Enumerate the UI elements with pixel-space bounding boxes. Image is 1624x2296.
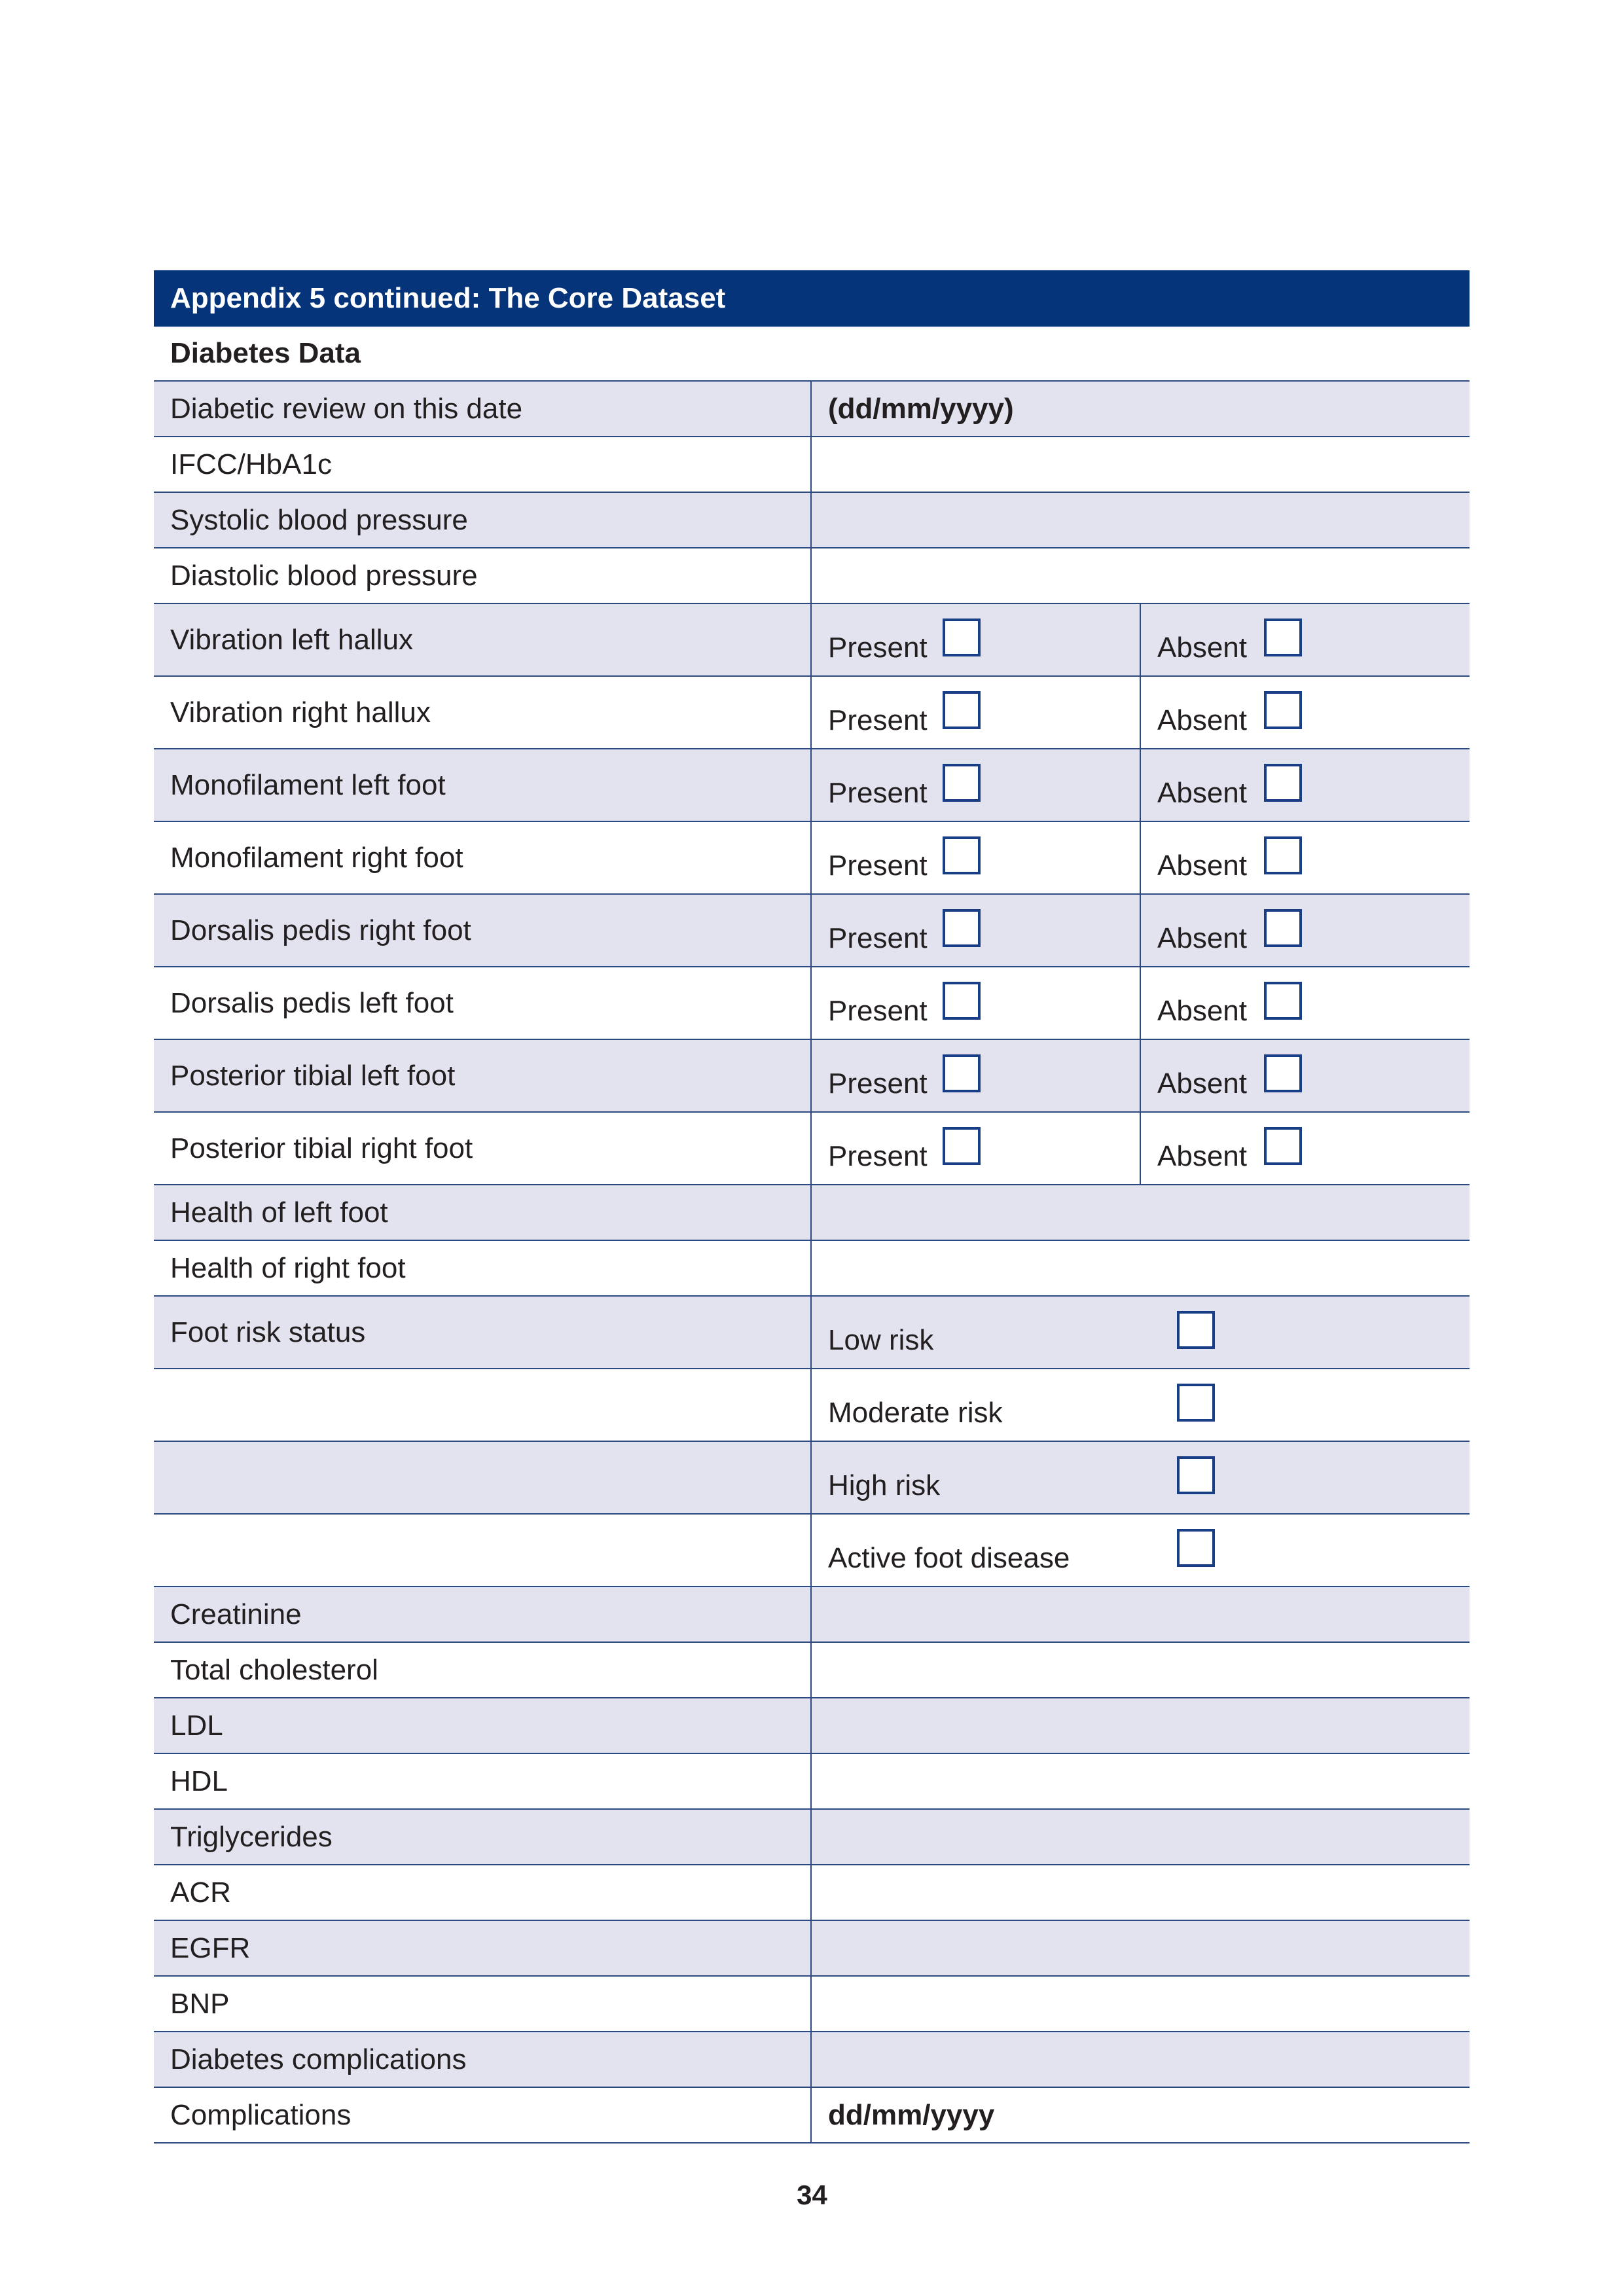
- row-vibration-right: [154, 677, 1470, 749]
- row-label: Creatinine: [154, 1587, 812, 1641]
- row-bnp: [154, 1977, 1470, 2032]
- row-total-cholesterol: [154, 1643, 1470, 1698]
- row-vibration-left: [154, 604, 1470, 677]
- empty-label-cell: [154, 1515, 812, 1586]
- moderate-risk-checkbox[interactable]: [1177, 1384, 1215, 1422]
- row-monofilament-right: [154, 822, 1470, 895]
- risk-option-label: High risk: [828, 1469, 941, 1501]
- total-cholesterol-field[interactable]: [812, 1643, 1470, 1697]
- present-checkbox[interactable]: [943, 619, 981, 656]
- present-checkbox[interactable]: [943, 1054, 981, 1092]
- row-label: Dorsalis pedis right foot: [154, 895, 812, 966]
- present-checkbox[interactable]: [943, 836, 981, 874]
- risk-option-label: Low risk: [828, 1324, 934, 1356]
- egfr-field[interactable]: [812, 1921, 1470, 1975]
- absent-label: Absent: [1157, 1140, 1247, 1172]
- row-label: LDL: [154, 1698, 812, 1753]
- row-label: Triglycerides: [154, 1810, 812, 1864]
- row-posterior-tibial-right: [154, 1113, 1470, 1185]
- core-dataset-form: [154, 270, 1470, 2144]
- bnp-field[interactable]: [812, 1977, 1470, 2031]
- row-acr: [154, 1865, 1470, 1921]
- row-foot-risk-low: [154, 1297, 1470, 1369]
- absent-checkbox[interactable]: [1264, 909, 1302, 947]
- row-posterior-tibial-left: [154, 1040, 1470, 1113]
- absent-label: Absent: [1157, 777, 1247, 809]
- absent-checkbox[interactable]: [1264, 691, 1302, 729]
- absent-checkbox[interactable]: [1264, 619, 1302, 656]
- present-label: Present: [828, 704, 928, 736]
- row-label: Posterior tibial right foot: [154, 1113, 812, 1184]
- row-hdl: [154, 1754, 1470, 1810]
- row-label: EGFR: [154, 1921, 812, 1975]
- row-label: Systolic blood pressure: [154, 493, 812, 547]
- absent-checkbox[interactable]: [1264, 982, 1302, 1020]
- row-label: Dorsalis pedis left foot: [154, 967, 812, 1039]
- review-date-field[interactable]: (dd/mm/yyyy): [828, 392, 1014, 425]
- row-label: Monofilament left foot: [154, 749, 812, 821]
- present-checkbox[interactable]: [943, 909, 981, 947]
- ldl-field[interactable]: [812, 1698, 1470, 1753]
- row-label: Vibration left hallux: [154, 604, 812, 675]
- row-diastolic: [154, 548, 1470, 604]
- absent-label: Absent: [1157, 850, 1247, 882]
- hba1c-field[interactable]: [812, 437, 1470, 492]
- row-label: Health of left foot: [154, 1185, 812, 1240]
- row-egfr: [154, 1921, 1470, 1977]
- present-checkbox[interactable]: [943, 1127, 981, 1165]
- diastolic-field[interactable]: [812, 548, 1470, 603]
- present-label: Present: [828, 1067, 928, 1100]
- appendix-header: Appendix 5 continued: The Core Dataset: [154, 270, 1470, 327]
- row-label: Posterior tibial left foot: [154, 1040, 812, 1111]
- high-risk-checkbox[interactable]: [1177, 1456, 1215, 1494]
- absent-checkbox[interactable]: [1264, 836, 1302, 874]
- creatinine-field[interactable]: [812, 1587, 1470, 1641]
- empty-label-cell: [154, 1369, 812, 1441]
- row-label: Health of right foot: [154, 1241, 812, 1295]
- row-label: HDL: [154, 1754, 812, 1808]
- row-hba1c: [154, 437, 1470, 493]
- row-label: Vibration right hallux: [154, 677, 812, 748]
- risk-option-label: Active foot disease: [828, 1542, 1070, 1574]
- row-label: Total cholesterol: [154, 1643, 812, 1697]
- row-dorsalis-right: [154, 895, 1470, 967]
- row-review-date: [154, 382, 1470, 437]
- systolic-field[interactable]: [812, 493, 1470, 547]
- present-label: Present: [828, 995, 928, 1027]
- absent-label: Absent: [1157, 922, 1247, 954]
- complications-date-field[interactable]: dd/mm/yyyy: [828, 2098, 995, 2131]
- section-title: Diabetes Data: [154, 327, 1470, 382]
- row-ldl: [154, 1698, 1470, 1754]
- row-creatinine: [154, 1587, 1470, 1643]
- absent-label: Absent: [1157, 1067, 1247, 1100]
- row-systolic: [154, 493, 1470, 548]
- row-label: ACR: [154, 1865, 812, 1920]
- row-label: Diastolic blood pressure: [154, 548, 812, 603]
- absent-checkbox[interactable]: [1264, 764, 1302, 802]
- acr-field[interactable]: [812, 1865, 1470, 1920]
- row-dorsalis-left: [154, 967, 1470, 1040]
- row-health-left: [154, 1185, 1470, 1241]
- health-left-field[interactable]: [812, 1185, 1470, 1240]
- row-foot-risk-high: [154, 1442, 1470, 1515]
- row-foot-risk-moderate: [154, 1369, 1470, 1442]
- row-label: BNP: [154, 1977, 812, 2031]
- risk-option-label: Moderate risk: [828, 1397, 1003, 1429]
- present-label: Present: [828, 777, 928, 809]
- health-right-field[interactable]: [812, 1241, 1470, 1295]
- present-checkbox[interactable]: [943, 982, 981, 1020]
- row-label: Diabetes complications: [154, 2032, 812, 2087]
- row-label: Monofilament right foot: [154, 822, 812, 893]
- present-label: Present: [828, 922, 928, 954]
- hdl-field[interactable]: [812, 1754, 1470, 1808]
- row-monofilament-left: [154, 749, 1470, 822]
- row-complications: [154, 2088, 1470, 2144]
- row-diabetes-complications: [154, 2032, 1470, 2088]
- present-label: Present: [828, 632, 928, 664]
- present-label: Present: [828, 850, 928, 882]
- row-triglycerides: [154, 1810, 1470, 1865]
- absent-checkbox[interactable]: [1264, 1054, 1302, 1092]
- absent-checkbox[interactable]: [1264, 1127, 1302, 1165]
- row-label: IFCC/HbA1c: [154, 437, 812, 492]
- active-foot-disease-checkbox[interactable]: [1177, 1529, 1215, 1567]
- triglycerides-field[interactable]: [812, 1810, 1470, 1864]
- row-label: Diabetic review on this date: [154, 382, 812, 436]
- row-label: Complications: [154, 2088, 812, 2142]
- row-label: Foot risk status: [154, 1297, 812, 1368]
- row-foot-risk-active: [154, 1515, 1470, 1587]
- absent-label: Absent: [1157, 995, 1247, 1027]
- absent-label: Absent: [1157, 632, 1247, 664]
- present-checkbox[interactable]: [943, 691, 981, 729]
- row-health-right: [154, 1241, 1470, 1297]
- present-checkbox[interactable]: [943, 764, 981, 802]
- low-risk-checkbox[interactable]: [1177, 1311, 1215, 1349]
- diabetes-complications-field[interactable]: [812, 2032, 1470, 2087]
- page-number: 34: [797, 2179, 827, 2210]
- present-label: Present: [828, 1140, 928, 1172]
- empty-label-cell: [154, 1442, 812, 1513]
- absent-label: Absent: [1157, 704, 1247, 736]
